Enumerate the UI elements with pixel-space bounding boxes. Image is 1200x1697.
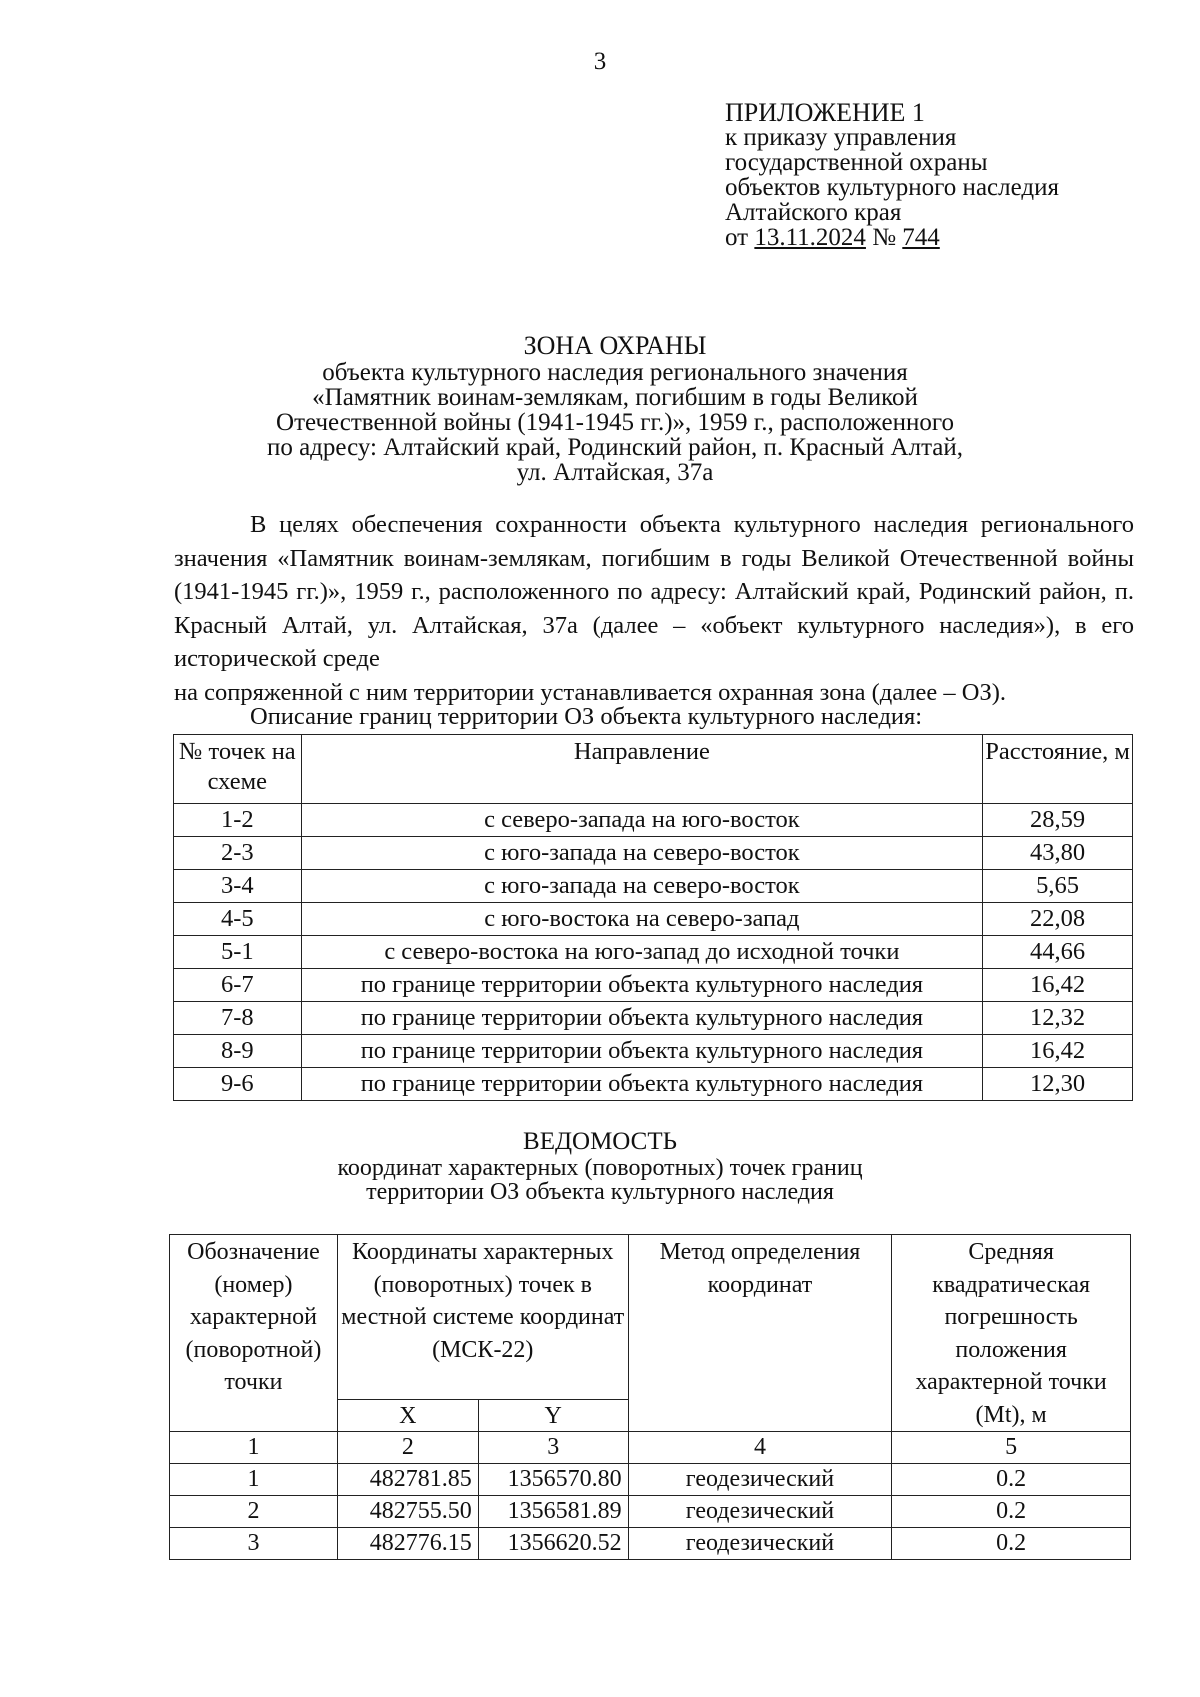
coord-row <box>170 1464 1131 1496</box>
zone-subtitle <box>180 360 1050 485</box>
vedomost-subtitle-line: территории ОЗ объекта культурного наследия <box>366 1179 834 1205</box>
cell-direction: по границе территории объекта культурного наследия <box>301 969 982 1002</box>
appendix-header <box>725 100 1185 250</box>
cell-points: 4-5 <box>174 903 302 936</box>
header-error: Средняя квадратическая погрешность положения характерной точки (Mt), м <box>892 1235 1131 1432</box>
zone-subtitle-line: Отечественной войны (1941-1945 гг.)», 1959 г., расположенного <box>276 409 954 436</box>
cell-x: 482755.50 <box>337 1496 478 1528</box>
cell-points: 2-3 <box>174 837 302 870</box>
header-direction: Направление <box>301 735 982 804</box>
cell-points: 3-4 <box>174 870 302 903</box>
column-number: 3 <box>478 1432 628 1464</box>
vedomost-subtitle <box>0 1156 1200 1204</box>
header-y: Y <box>478 1400 628 1432</box>
cell-direction: с юго-востока на северо-запад <box>301 903 982 936</box>
vedomost-heading <box>0 1128 1200 1204</box>
order-date: 13.11.2024 <box>754 224 866 251</box>
vedomost-title: ВЕДОМОСТЬ <box>523 1128 677 1155</box>
cell-point: 1 <box>170 1464 338 1496</box>
cell-method: геодезический <box>628 1464 892 1496</box>
intro-last-line: на сопряженной с ним территории устанавливается охранная зона (далее – ОЗ). <box>174 678 1007 706</box>
appendix-line: объектов культурного наследия <box>725 174 1059 201</box>
appendix-line: государственной охраны <box>725 149 988 176</box>
number-prefix: № <box>865 224 903 251</box>
cell-points: 5-1 <box>174 936 302 969</box>
zone-subtitle-line: ул. Алтайская, 37а <box>516 459 714 486</box>
cell-direction: с северо-востока на юго-запад до исходной точки <box>301 936 982 969</box>
header-points: № точек на схеме <box>174 735 302 804</box>
appendix-date-line <box>725 225 1185 250</box>
cell-distance: 16,42 <box>983 1035 1133 1068</box>
boundary-row <box>174 1002 1133 1035</box>
cell-x: 482776.15 <box>337 1528 478 1560</box>
cell-error: 0.2 <box>892 1528 1131 1560</box>
cell-points: 9-6 <box>174 1068 302 1101</box>
header-coordinates: Координаты характерных (поворотных) точек в местной системе координат (МСК-22) <box>337 1235 628 1400</box>
order-number: 744 <box>902 224 940 251</box>
column-number: 5 <box>892 1432 1131 1464</box>
header-distance: Расстояние, м <box>983 735 1133 804</box>
cell-method: геодезический <box>628 1496 892 1528</box>
boundary-row <box>174 1068 1133 1101</box>
cell-x: 482781.85 <box>337 1464 478 1496</box>
boundary-row <box>174 870 1133 903</box>
appendix-line: Алтайского края <box>725 199 902 226</box>
cell-distance: 22,08 <box>983 903 1133 936</box>
cell-points: 1-2 <box>174 804 302 837</box>
coord-row <box>170 1496 1131 1528</box>
boundary-row <box>174 1035 1133 1068</box>
column-number: 2 <box>337 1432 478 1464</box>
intro-paragraph <box>174 508 1134 709</box>
appendix-line: к приказу управления <box>725 124 957 151</box>
boundary-row <box>174 804 1133 837</box>
cell-error: 0.2 <box>892 1464 1131 1496</box>
boundary-row <box>174 969 1133 1002</box>
cell-points: 7-8 <box>174 1002 302 1035</box>
cell-direction: с северо-запада на юго-восток <box>301 804 982 837</box>
intro-text: В целях обеспечения сохранности объекта культурного наследия регионального значения «Памятник воинам-землякам, погибшим в годы Великой Отечественной войны (1941-1945 гг.)», 1959 г., расположенного по адресу: Алтайский край, Родинский район, п. Красный Алтай, ул. Алтайская, 37а (далее – «объект культурного наследия»), в его исторической среде <box>174 511 1134 672</box>
cell-distance: 43,80 <box>983 837 1133 870</box>
cell-method: геодезический <box>628 1528 892 1560</box>
zone-heading <box>180 332 1050 485</box>
cell-error: 0.2 <box>892 1496 1131 1528</box>
date-prefix: от <box>725 224 755 251</box>
vedomost-subtitle-line: координат характерных (поворотных) точек границ <box>337 1155 863 1181</box>
boundary-row <box>174 936 1133 969</box>
coord-row <box>170 1528 1131 1560</box>
column-number-row <box>170 1432 1131 1464</box>
boundary-header-row <box>174 735 1133 804</box>
boundary-row <box>174 837 1133 870</box>
cell-distance: 44,66 <box>983 936 1133 969</box>
page-number: 3 <box>593 48 607 75</box>
cell-direction: по границе территории объекта культурного наследия <box>301 1002 982 1035</box>
zone-subtitle-line: «Памятник воинам-землякам, погибшим в годы Великой <box>312 384 918 411</box>
header-x: X <box>337 1400 478 1432</box>
cell-distance: 16,42 <box>983 969 1133 1002</box>
zone-subtitle-line: объекта культурного наследия регионального значения <box>322 359 908 386</box>
boundary-table-caption: Описание границ территории ОЗ объекта культурного наследия: <box>250 703 923 730</box>
cell-points: 8-9 <box>174 1035 302 1068</box>
cell-direction: по границе территории объекта культурного наследия <box>301 1035 982 1068</box>
column-number: 4 <box>628 1432 892 1464</box>
cell-distance: 28,59 <box>983 804 1133 837</box>
column-number: 1 <box>170 1432 338 1464</box>
cell-direction: с юго-запада на северо-восток <box>301 870 982 903</box>
coordinates-table <box>169 1234 1131 1560</box>
zone-title: ЗОНА ОХРАНЫ <box>523 331 707 360</box>
cell-points: 6-7 <box>174 969 302 1002</box>
cell-distance: 12,32 <box>983 1002 1133 1035</box>
appendix-title: ПРИЛОЖЕНИЕ 1 <box>725 98 925 127</box>
boundary-row <box>174 903 1133 936</box>
boundary-table <box>173 734 1133 1101</box>
cell-y: 1356620.52 <box>478 1528 628 1560</box>
coord-header-row <box>170 1235 1131 1400</box>
cell-y: 1356570.80 <box>478 1464 628 1496</box>
cell-y: 1356581.89 <box>478 1496 628 1528</box>
cell-distance: 12,30 <box>983 1068 1133 1101</box>
cell-direction: по границе территории объекта культурного наследия <box>301 1068 982 1101</box>
cell-point: 2 <box>170 1496 338 1528</box>
header-designation: Обозначение (номер) характерной (поворотной) точки <box>170 1235 338 1432</box>
header-method: Метод определения координат <box>628 1235 892 1432</box>
cell-direction: с юго-запада на северо-восток <box>301 837 982 870</box>
zone-subtitle-line: по адресу: Алтайский край, Родинский район, п. Красный Алтай, <box>266 434 964 461</box>
cell-point: 3 <box>170 1528 338 1560</box>
cell-distance: 5,65 <box>983 870 1133 903</box>
